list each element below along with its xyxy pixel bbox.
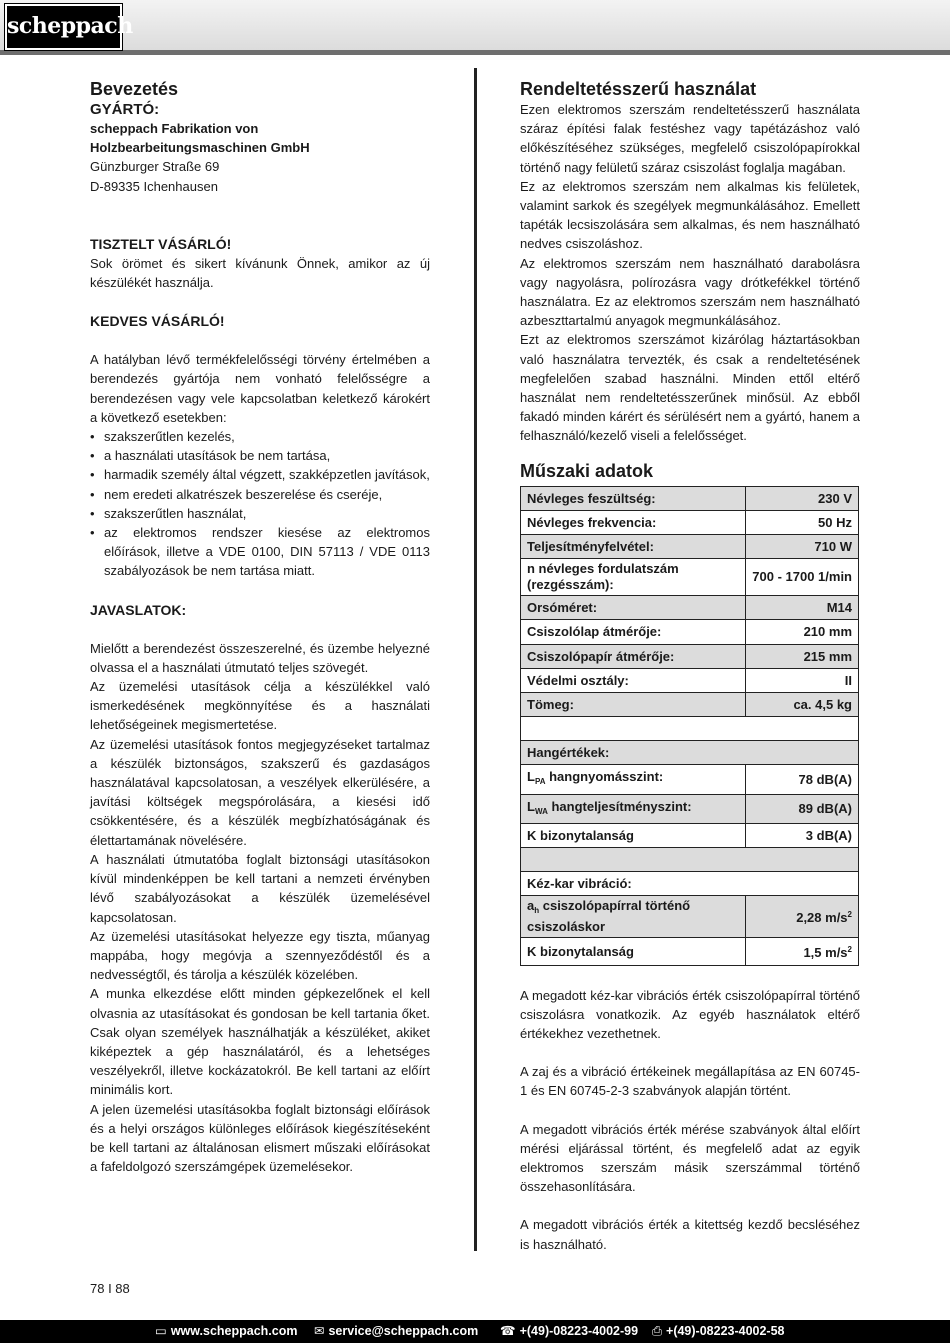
spec-label: $L_{WA}$ hangteljesítményszint:	[521, 794, 746, 823]
list-item: • az elektromos rendszer kiesése az elektromos előírások, illetve a VDE 0100, DIN 57113 / VDE 0113 szabályozások be nem tartása miatt.	[90, 523, 430, 581]
spec-label: Névleges feszültség:	[521, 486, 746, 510]
list-item: • harmadik személy által végzett, szakképzetlen javítások,	[90, 465, 430, 484]
spec-value: 210 mm	[746, 620, 859, 644]
intended-use-paragraph: Ezt az elektromos szerszámot kizárólag háztartásokban való használatra tervezték, és csak a rendeltetésének megfelelően szabad használni. Minden ettől eltérő használat nem rendeltetésszerűnek minősül. Az ebből fakadó minden kárért és sérülésért nem a gyártó, hanem a felhasználó/kezelő viseli a felelősséget.	[520, 332, 860, 444]
spec-label: Orsóméret:	[521, 596, 746, 620]
spec-label: Névleges frekvencia:	[521, 510, 746, 534]
note-paragraph: A megadott vibrációs érték mérése szabványok által előírt mérési eljárással történt, és megfelelő adat az egyik elektromos szerszám másik szerszámmal történő összehasonlítására.	[520, 1121, 860, 1195]
footer-phone[interactable]: ☎ +(49)-08223-4002-99	[500, 1324, 639, 1338]
table-row	[521, 794, 859, 823]
fax-icon: ⎙	[652, 1324, 663, 1338]
table-row	[521, 693, 859, 717]
table-row	[521, 559, 859, 596]
table-row	[521, 644, 859, 668]
empty-cell	[521, 848, 859, 872]
scheppach-logo: scheppach	[5, 4, 122, 50]
intro-title: Bevezetés	[90, 79, 179, 99]
spec-value: 1,5 $m/s^2$	[746, 938, 859, 965]
spec-value: 50 Hz	[746, 510, 859, 534]
right-column	[520, 78, 860, 1254]
table-row	[521, 535, 859, 559]
spec-label: K bizonytalanság	[521, 938, 746, 965]
phone-icon: ☎	[500, 1324, 516, 1338]
table-row	[521, 486, 859, 510]
spec-label: Csiszolólap átmérője:	[521, 620, 746, 644]
recommendation-paragraph: A munka elkezdése előtt minden gépkezelőnek el kell olvasnia az utasításokat és gondosan be kell tartania őket. Csak olyan személyek használhatják a készüléket, akiket kiképeztek a gép használatáról, és a lehetséges veszélyekről, illetve kockázatokról. Be kell tartani az előírt minimális kort.	[90, 986, 430, 1098]
list-item: • a használati utasítások be nem tartása,	[90, 446, 430, 465]
note-paragraph: A zaj és a vibráció értékeinek megállapítása az EN 60745-1 és EN 60745-2-3 szabványok alapján történt.	[520, 1064, 860, 1099]
monitor-icon: ▭	[155, 1324, 167, 1338]
spec-label: $a_h$ csiszolópapírral történő csiszoláskor	[521, 896, 746, 938]
tech-data-title: Műszaki adatok	[520, 460, 654, 481]
table-row	[521, 823, 859, 847]
list-item: • szakszerűtlen használat,	[90, 504, 430, 523]
spec-label: K bizonytalanság	[521, 823, 746, 847]
page-number: 78 I 88	[90, 1281, 130, 1296]
recommendation-paragraph: Az üzemelési utasítások célja a készülékkel való ismerkedésének megkönnyítése és a használati lehetőségeinek megismertetése.	[90, 679, 430, 733]
spec-label: n névleges fordulatszám (rezgésszám):	[521, 559, 746, 596]
table-row-empty	[521, 717, 859, 741]
intended-use-paragraph: Az elektromos szerszám nem használható darabolásra vagy nagyolásra, polírozásra vagy drótkefékkel történő használatra. Ez az elektromos szerszám nem használható azbeszttartalmú anyagok megmunkálásához.	[520, 255, 860, 329]
note-paragraph: A megadott vibrációs érték a kitettség kezdő becsléséhez is használható.	[520, 1217, 860, 1252]
intended-use-paragraph: Ez az elektromos szerszám nem alkalmas kis felületek, valamint sarkok és szegélyek megmunkálásához. Emellett tapéták lecsiszolására sem alkalmas, és nem használható nedves csiszoláshoz.	[520, 178, 860, 252]
section-label: Kéz-kar vibráció:	[521, 872, 859, 896]
spec-value: 2,28 $m/s^2$	[746, 896, 859, 938]
spec-value: ca. 4,5 kg	[746, 693, 859, 717]
address-line-1: Günzburger Straße 69	[90, 159, 220, 175]
table-row	[521, 510, 859, 534]
spec-label: Teljesítményfelvétel:	[521, 535, 746, 559]
manufacturer-label: GYÁRTÓ:	[90, 101, 160, 118]
spec-label: Védelmi osztály:	[521, 668, 746, 692]
spec-value: 230 V	[746, 486, 859, 510]
spec-value: 78 dB(A)	[746, 765, 859, 794]
note-paragraph: A megadott kéz-kar vibrációs érték csiszolópapírral történő csiszolásra vonatkozik. Az egyéb használatok eltérő értékekhez vezethetnek.	[520, 987, 860, 1041]
table-row	[521, 896, 859, 938]
empty-cell	[521, 717, 859, 741]
footer-bar	[0, 1320, 950, 1343]
recommendation-paragraph: Az üzemelési utasításokat helyezze egy tiszta, műanyag mappába, hogy megóvja a szennyeződéstől és a nedvességtől, és tárolja a készülék közelében.	[90, 928, 430, 983]
liability-list	[90, 427, 430, 581]
spec-label: Csiszolópapír átmérője:	[521, 644, 746, 668]
recommendation-paragraph: Mielőtt a berendezést összeszerelné, és üzembe helyezné olvassa el a használati útmutató teljes szövegét.	[90, 640, 430, 675]
dear-customer-heading-1: TISZTELT VÁSÁRLÓ!	[90, 235, 232, 252]
spec-value: 89 dB(A)	[746, 794, 859, 823]
welcome-text: Sok örömet és sikert kívánunk Önnek, amikor az új készülékét használja.	[90, 255, 430, 291]
recommendation-paragraph: Az üzemelési utasítások fontos megjegyzéseket tartalmaz a készülék biztonságos, szakszerű és gazdaságos használatával kapcsolatosan, a veszélyek elkerülésére, a javítási költségek megspórolására, a kiesési idő csökkentésére, és a készülék megbízhatóságának és élettartamának növelésére.	[90, 736, 430, 848]
spec-table	[520, 486, 859, 966]
intended-use-title: Rendeltetésszerű használat	[520, 79, 757, 99]
spec-value: 3 dB(A)	[746, 823, 859, 847]
recommendation-paragraph: A jelen üzemelési utasításokba foglalt biztonsági előírások és a helyi országos különleges előírások kiegészítéseként be kell tartani az általánosan elismert műszaki előírásokat a fafeldolgozó szerszámgépek üzemelésekor.	[90, 1101, 430, 1175]
spec-label: $L_{PA}$ hangnyomásszint:	[521, 765, 746, 794]
section-label: Hangértékek:	[521, 741, 859, 765]
manufacturer-name-2: Holzbearbeitungsmaschinen GmbH	[90, 140, 310, 156]
table-row	[521, 596, 859, 620]
recommendations-heading: JAVASLATOK:	[90, 601, 187, 618]
column-divider	[474, 68, 477, 1251]
recommendation-paragraph: A használati útmutatóba foglalt biztonsági utasításokon kívül mindenképpen be kell tartani a nemzeti érvényben lévő szabályozásokat a készülék üzemelésével kapcsolatosan.	[90, 851, 430, 925]
footer-fax[interactable]: ⎙ +(49)-08223-4002-58	[652, 1324, 785, 1338]
liability-intro: A hatályban lévő termékfelelősségi törvény értelmében a berendezés gyártója nem vonható felelősségre a berendezésen vagy vele kapcsolatban keletkező károkért a következő esetekben:	[90, 352, 430, 425]
table-row-empty	[521, 848, 859, 872]
list-item: • nem eredeti alkatrészek beszerelése és cseréje,	[90, 485, 430, 504]
spec-value: II	[746, 668, 859, 692]
footer-email[interactable]: ✉ service@scheppach.com	[314, 1324, 479, 1338]
mail-icon: ✉	[314, 1324, 325, 1338]
table-row	[521, 741, 859, 765]
spec-value: 215 mm	[746, 644, 859, 668]
left-column	[90, 78, 430, 1176]
manufacturer-name-1: scheppach Fabrikation von	[90, 121, 259, 136]
spec-label: Tömeg:	[521, 693, 746, 717]
spec-value: 710 W	[746, 535, 859, 559]
table-row	[521, 872, 859, 896]
header-bar	[0, 0, 950, 55]
footer-web[interactable]: ▭ www.scheppach.com	[155, 1324, 298, 1338]
list-item: • szakszerűtlen kezelés,	[90, 427, 430, 446]
spec-value: M14	[746, 596, 859, 620]
table-row	[521, 765, 859, 794]
spec-value: 700 - 1700 1/min	[746, 559, 859, 596]
table-row	[521, 620, 859, 644]
intended-use-paragraph: Ezen elektromos szerszám rendeltetésszerű használata száraz építési falak festéshez vagy tapétázáshoz való előkészítéséhez szükséges, megfelelő csiszolópapírokkal történő nagy felületű száraz csiszolást foglalja magában.	[520, 102, 860, 175]
dear-customer-heading-2: KEDVES VÁSÁRLÓ!	[90, 313, 225, 330]
address-line-2: D-89335 Ichenhausen	[90, 178, 218, 194]
table-row	[521, 938, 859, 965]
table-row	[521, 668, 859, 692]
